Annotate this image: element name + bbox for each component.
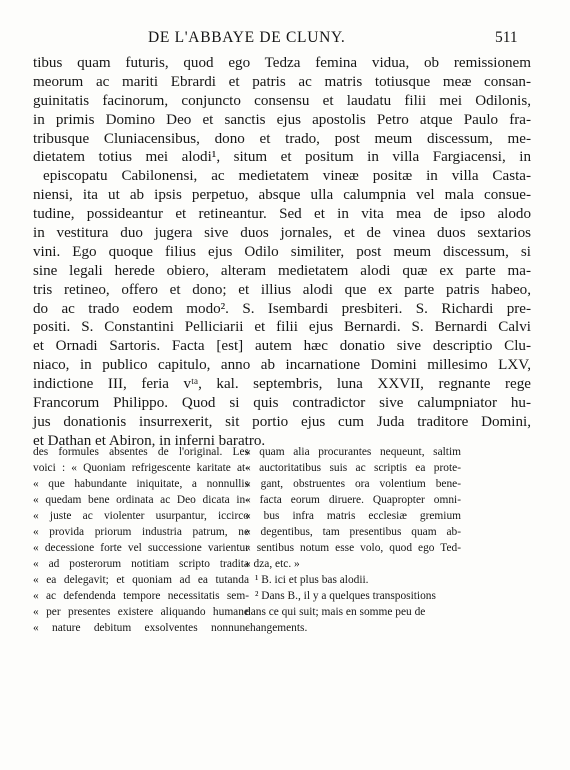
note-line: « ac defendenda tempore necessitatis sem- bbox=[33, 590, 249, 602]
text-line: niaco, in publico capitulo, anno ab incarnatione Domini millesimo LXV, bbox=[33, 357, 531, 374]
footnote-line: dans ce qui suit; mais en somme peu de bbox=[245, 606, 426, 618]
text-line: positi. S. Constantini Pelliciarii et filii ejus Bernardi. S. Bernardi Calvi bbox=[33, 319, 531, 336]
note-line: « auctoritatibus suis ac scriptis ea prote- bbox=[245, 462, 461, 474]
text-line: dietatem totius mei alodi¹, situm et positum in villa Fargiacensi, in bbox=[33, 149, 531, 166]
note-line: « degentibus, tam presentibus quam ab- bbox=[245, 526, 461, 538]
page-number: 511 bbox=[495, 29, 518, 46]
notes-right-column bbox=[245, 444, 461, 636]
note-line: « facta eorum diruere. Quapropter omni- bbox=[245, 494, 461, 506]
note-line: « juste ac violenter usurpantur, iccirco bbox=[33, 510, 249, 522]
note-line: « sentibus notum esse volo, quod ego Ted- bbox=[245, 542, 461, 554]
footnote-line: changements. bbox=[245, 622, 308, 634]
running-title: DE L'ABBAYE DE CLUNY. bbox=[148, 29, 346, 46]
text-line: tribusque Cluniacensibus, dono et trado, post meum discessum, me- bbox=[33, 130, 531, 147]
text-line: Francorum Philippo. Quod si quis contradictor sive calumpniator hu- bbox=[33, 395, 531, 412]
note-line: « gant, obstruentes ora volentium bene- bbox=[245, 478, 461, 490]
note-line: voici : « Quoniam refrigescente karitate at- bbox=[33, 462, 249, 474]
text-line: meorum ac mariti Ebrardi et patris ac matris totiusque meæ consan- bbox=[33, 73, 531, 90]
footnote-1: ¹ B. ici et plus bas alodii. bbox=[255, 574, 369, 586]
text-line: tris retineo, offero et dono; et illius alodi que ex parte patris habeo, bbox=[33, 281, 531, 298]
note-line: « quam alia procurantes nequeunt, saltim bbox=[245, 446, 461, 458]
notes-left-column bbox=[33, 444, 249, 636]
note-line: « que habundante iniquitate, a nonnullis bbox=[33, 478, 249, 490]
text-line: in primis Domino Deo et sanctis ejus apostolis Petro atque Paulo fra- bbox=[33, 111, 531, 128]
note-line: « nature debitum exsolventes nonnun- bbox=[33, 622, 249, 634]
text-line: in vestitura duo jugera sive duos jornales, et de vinea duos sextarios bbox=[33, 225, 531, 242]
text-line: indictione III, feria vᵗᵃ, kal. septembris, luna XXVII, regnante rege bbox=[33, 376, 531, 393]
text-line: sine legali herede obiero, alteram medietatem alodi quæ ex parte ma- bbox=[33, 262, 531, 279]
text-line: niensi, ita ut ab ipsis perpetuo, absque ulla calumpnia vel mala consue- bbox=[33, 187, 531, 204]
text-line: jus donationis insurrexerit, sit portio ejus cum Juda traditore Domini, bbox=[33, 413, 531, 430]
text-line: guinitatis facinorum, conjuncto consensu et laudatu filii mei Odilonis, bbox=[33, 92, 531, 109]
text-line: et Dathan et Abiron, in inferni baratro. bbox=[33, 432, 266, 449]
running-head bbox=[0, 29, 570, 51]
text-line: tibus quam futuris, quod ego Tedza femina vidua, ob remissionem bbox=[33, 55, 531, 71]
note-line: « dza, etc. » bbox=[245, 558, 300, 570]
text-line: episcopatu Cabilonensi, ac medietatem vineæ positæ in villa Casta- bbox=[43, 168, 531, 185]
charter-text bbox=[33, 54, 531, 451]
text-line: et Ornadi Sartoris. Facta [est] autem hæc donatio sive descriptio Clu- bbox=[33, 338, 531, 355]
text-line: tudine, possideantur et retineantur. Sed et in vita mea de ipso alodo bbox=[33, 206, 531, 223]
note-line: « provida priorum industria patrum, ne bbox=[33, 526, 249, 538]
text-line: do ac trado eodem modo². S. Isembardi presbiteri. S. Richardi pre- bbox=[33, 300, 531, 317]
text-line: vini. Ego quoque filius ejus Odilo similiter, post meum discessum, si bbox=[33, 243, 531, 260]
note-line: « decessione forte vel successione varientur bbox=[33, 542, 249, 554]
note-line: « per presentes existere aliquando humane bbox=[33, 606, 249, 618]
note-line: « bus infra matris ecclesiæ gremium bbox=[245, 510, 461, 522]
note-line: des formules absentes de l'original. Les bbox=[33, 446, 249, 458]
footnote-2: ² Dans B., il y a quelques transpositions bbox=[255, 590, 436, 602]
note-line: « ad posterorum notitiam scripto tradita bbox=[33, 558, 249, 570]
note-line: « quedam bene ordinata ac Deo dicata in- bbox=[33, 494, 249, 506]
note-line: « ea delegavit; et quoniam ad ea tutanda bbox=[33, 574, 249, 586]
